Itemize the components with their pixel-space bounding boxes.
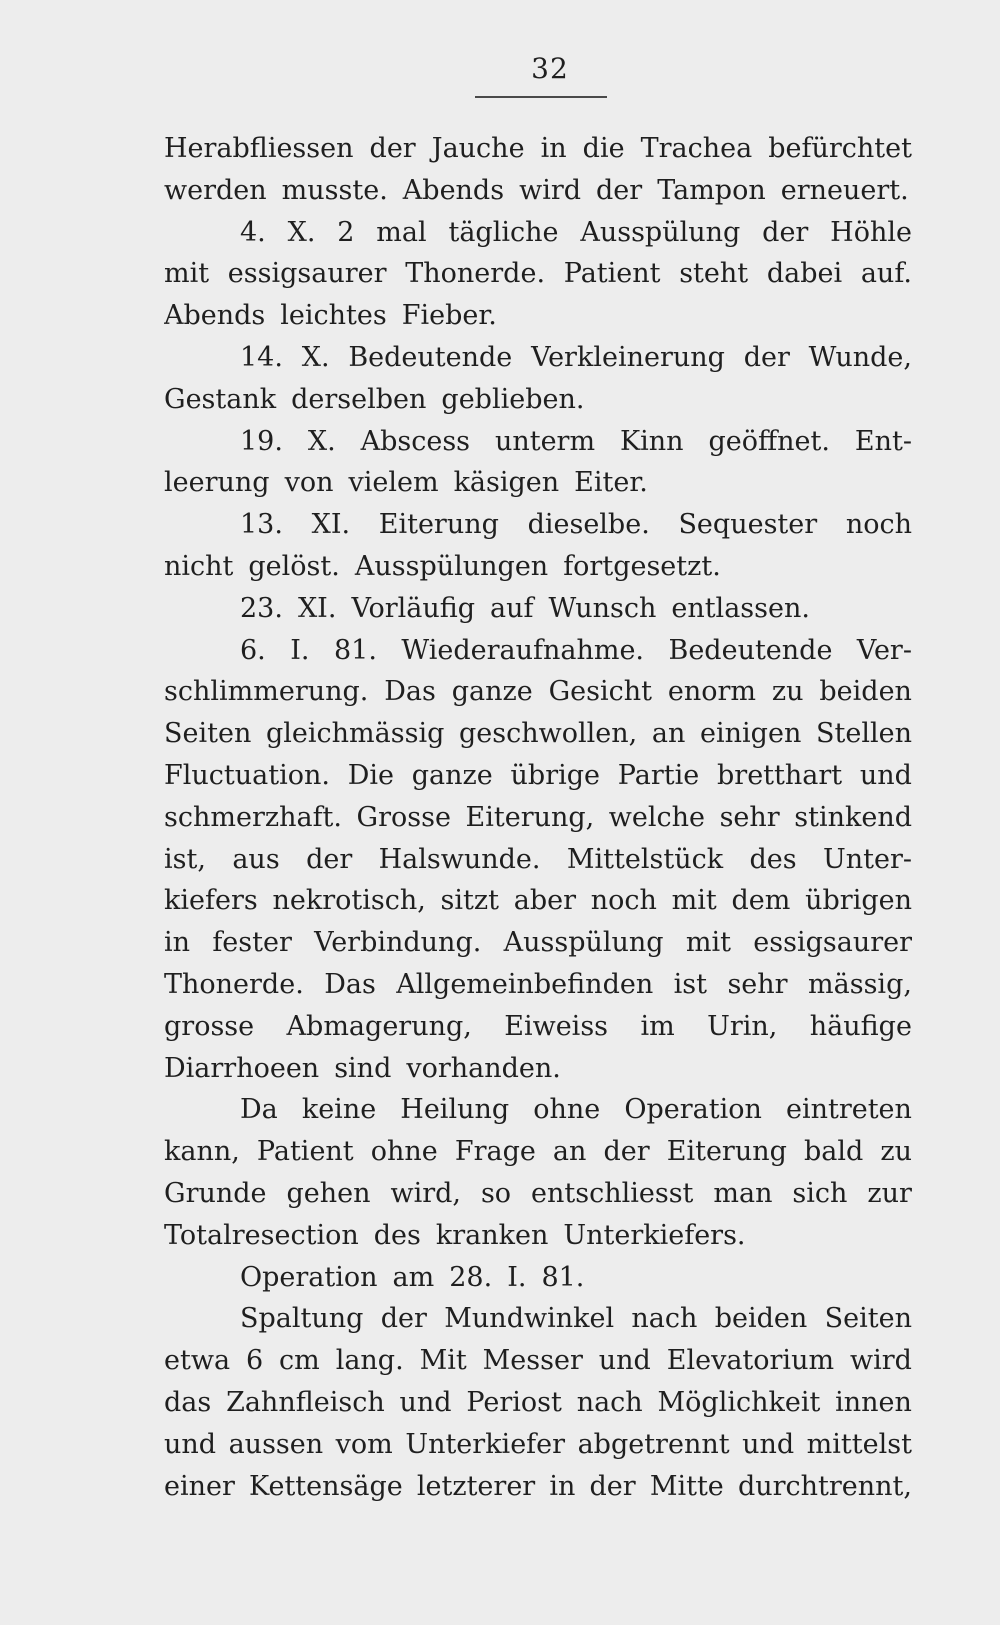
word: Wunde, bbox=[808, 341, 912, 373]
word: 81. bbox=[333, 634, 377, 666]
word: gehen bbox=[286, 1177, 371, 1209]
word: 13. bbox=[240, 509, 283, 541]
body-text bbox=[164, 128, 912, 1507]
text-line bbox=[164, 1257, 912, 1299]
word: nach bbox=[576, 1386, 643, 1418]
page-number-rule bbox=[475, 96, 607, 98]
text-line bbox=[164, 630, 912, 672]
text-line bbox=[164, 379, 912, 421]
text-line bbox=[164, 1006, 912, 1048]
word: schlimmerung. bbox=[164, 676, 369, 708]
word: Ausspülung bbox=[580, 216, 741, 248]
word: grosse bbox=[164, 1010, 255, 1042]
text-line bbox=[164, 421, 912, 463]
word: Gestank bbox=[164, 383, 277, 415]
word: geblieben. bbox=[441, 383, 585, 415]
word: der bbox=[743, 341, 790, 373]
word: Frage bbox=[454, 1136, 536, 1168]
word: leerung bbox=[164, 467, 270, 499]
word: der bbox=[369, 133, 416, 164]
word: Heilung bbox=[400, 1094, 510, 1126]
text-line bbox=[164, 1173, 912, 1215]
word: Eiterung bbox=[666, 1136, 787, 1168]
word: Das bbox=[384, 676, 436, 708]
word: man bbox=[713, 1177, 773, 1209]
word: Ausspülung bbox=[503, 927, 664, 959]
word: geöffnet. bbox=[708, 425, 830, 457]
word: Patient bbox=[256, 1136, 354, 1168]
word: Urin, bbox=[707, 1010, 778, 1042]
word: fester bbox=[212, 927, 292, 959]
word: werden bbox=[164, 174, 267, 206]
word: Bedeutende bbox=[668, 634, 833, 666]
word: Trachea bbox=[640, 133, 753, 164]
text-line bbox=[164, 922, 912, 964]
word: fortgesetzt. bbox=[563, 550, 721, 582]
word: Unterkiefers. bbox=[563, 1219, 746, 1251]
text-line bbox=[164, 588, 912, 630]
word: Seiten bbox=[164, 718, 252, 750]
word: beiden bbox=[819, 676, 912, 708]
text-line bbox=[164, 504, 912, 546]
word: und bbox=[164, 1428, 217, 1460]
word: XI. bbox=[297, 592, 337, 624]
word: übrige bbox=[510, 759, 601, 791]
word: essigsaurer bbox=[227, 258, 387, 290]
word: nekrotisch, bbox=[272, 885, 426, 917]
word: letzterer bbox=[416, 1470, 536, 1502]
word: Herabfliessen bbox=[164, 133, 354, 164]
word: X. bbox=[287, 216, 316, 248]
word: geschwollen, bbox=[459, 718, 638, 750]
word: mit bbox=[164, 258, 210, 290]
word: Sequester bbox=[678, 509, 818, 541]
word: lang. bbox=[335, 1345, 404, 1377]
word: Eiterung, bbox=[465, 801, 595, 833]
word: sehr bbox=[719, 801, 780, 833]
word: gleichmässig bbox=[265, 718, 445, 750]
word: befürchtet bbox=[768, 133, 912, 164]
word: bretthart bbox=[717, 759, 843, 791]
word: Allgemeinbefinden bbox=[396, 968, 654, 1000]
word: Die bbox=[347, 759, 394, 791]
word: Fieber. bbox=[401, 300, 497, 332]
word: Thonerde. bbox=[164, 968, 304, 1000]
word: nach bbox=[631, 1303, 698, 1335]
word: in bbox=[164, 927, 191, 959]
word: Ver- bbox=[856, 634, 912, 666]
word: XI. bbox=[311, 509, 351, 541]
word: tägliche bbox=[448, 216, 559, 248]
word: 4. bbox=[240, 216, 266, 248]
word: und bbox=[399, 1386, 452, 1418]
word: Wiederaufnahme. bbox=[401, 634, 644, 666]
word: aussen bbox=[228, 1428, 324, 1460]
word: innen bbox=[835, 1386, 912, 1418]
word: ist, bbox=[164, 843, 206, 875]
word: Abmagerung, bbox=[286, 1010, 472, 1042]
word: vielem bbox=[348, 467, 439, 499]
word: mit bbox=[671, 885, 717, 917]
word: Abends bbox=[164, 300, 266, 332]
text-line bbox=[164, 1048, 912, 1090]
word: Verkleinerung bbox=[531, 341, 725, 373]
word: in bbox=[540, 133, 567, 164]
word: an bbox=[552, 1136, 587, 1168]
word: welche bbox=[608, 801, 706, 833]
word: dem bbox=[731, 885, 791, 917]
word: wird bbox=[519, 174, 582, 206]
text-line bbox=[164, 128, 912, 170]
word: X. bbox=[301, 341, 330, 373]
word: Partie bbox=[617, 759, 700, 791]
word: zu bbox=[771, 676, 804, 708]
word: Möglichkeit bbox=[657, 1386, 821, 1418]
word: aber bbox=[513, 885, 576, 917]
word: dieselbe. bbox=[527, 509, 650, 541]
page-number: 32 bbox=[531, 52, 569, 85]
word: 14. bbox=[240, 341, 283, 373]
word: kranken bbox=[435, 1219, 549, 1251]
word: der bbox=[596, 174, 643, 206]
word: Kinn bbox=[619, 425, 684, 457]
text-line bbox=[164, 880, 912, 922]
word: Ent- bbox=[854, 425, 912, 457]
text-line bbox=[164, 212, 912, 254]
word: und bbox=[742, 1428, 795, 1460]
word: 23. bbox=[240, 592, 283, 624]
word: Mitte bbox=[649, 1470, 724, 1502]
text-line bbox=[164, 839, 912, 881]
word: schmerzhaft. bbox=[164, 801, 342, 833]
word: mit bbox=[685, 927, 731, 959]
word: Unterkiefer bbox=[405, 1428, 566, 1460]
text-line bbox=[164, 1089, 912, 1131]
word: essigsaurer bbox=[753, 927, 912, 959]
word: Wunsch bbox=[548, 592, 657, 624]
word: Elevatorium bbox=[666, 1345, 835, 1377]
word: Halswunde. bbox=[378, 843, 541, 875]
text-line bbox=[164, 1298, 912, 1340]
word: im bbox=[640, 1010, 675, 1042]
text-line bbox=[164, 546, 912, 588]
word: des bbox=[373, 1219, 421, 1251]
word: zur bbox=[867, 1177, 912, 1209]
word: Eiterung bbox=[378, 509, 499, 541]
word: Eiter. bbox=[574, 467, 648, 499]
text-line bbox=[164, 253, 912, 295]
word: Spaltung bbox=[240, 1303, 364, 1335]
text-line bbox=[164, 337, 912, 379]
word: ohne bbox=[370, 1136, 438, 1168]
word: einer bbox=[164, 1470, 235, 1502]
word: des bbox=[749, 843, 797, 875]
word: so bbox=[480, 1177, 512, 1209]
word: mittelst bbox=[806, 1428, 912, 1460]
word: Da bbox=[240, 1094, 278, 1126]
word: Stellen bbox=[816, 718, 912, 750]
word: wird bbox=[849, 1345, 912, 1377]
word: erneuert. bbox=[780, 174, 909, 206]
word: sind bbox=[334, 1052, 392, 1084]
text-line bbox=[164, 170, 912, 212]
text-line bbox=[164, 295, 912, 337]
word: beiden bbox=[714, 1303, 808, 1335]
word: Abends bbox=[402, 174, 505, 206]
word: 2 bbox=[337, 216, 355, 248]
word: ganze bbox=[451, 676, 533, 708]
word: der bbox=[762, 216, 809, 248]
word: gelöst. bbox=[248, 550, 340, 582]
word: ohne bbox=[533, 1094, 601, 1126]
text-line bbox=[164, 671, 912, 713]
word: von bbox=[284, 467, 334, 499]
word: entschliesst bbox=[531, 1177, 694, 1209]
word: sich bbox=[792, 1177, 848, 1209]
word: sitzt bbox=[440, 885, 499, 917]
word: Grosse bbox=[356, 801, 451, 833]
text-line bbox=[164, 713, 912, 755]
word: abgetrennt bbox=[577, 1428, 730, 1460]
text-line bbox=[164, 1340, 912, 1382]
word: käsigen bbox=[453, 467, 560, 499]
text-line bbox=[164, 964, 912, 1006]
word: Patient bbox=[563, 258, 661, 290]
word: mässig, bbox=[808, 968, 912, 1000]
word: vorhanden. bbox=[406, 1052, 561, 1084]
word: noch bbox=[845, 509, 912, 541]
word: der bbox=[603, 1136, 650, 1168]
word: durchtrennt, bbox=[737, 1470, 912, 1502]
word: Vorläufig bbox=[351, 592, 476, 624]
word: cm bbox=[279, 1345, 320, 1377]
word: Seiten bbox=[824, 1303, 912, 1335]
word: bald bbox=[803, 1136, 864, 1168]
word: Mundwinkel bbox=[444, 1303, 615, 1335]
word: am bbox=[392, 1261, 435, 1293]
word: entlassen. bbox=[671, 592, 810, 624]
word: kiefers bbox=[164, 885, 258, 917]
word: Totalresection bbox=[164, 1219, 359, 1251]
word: aus bbox=[232, 843, 280, 875]
word: dabei bbox=[766, 258, 843, 290]
word: der bbox=[380, 1303, 427, 1335]
word: eintreten bbox=[785, 1094, 912, 1126]
word: ganze bbox=[411, 759, 493, 791]
word: Fluctuation. bbox=[164, 759, 330, 791]
word: Kettensäge bbox=[249, 1470, 403, 1502]
word: Jauche bbox=[431, 133, 525, 164]
word: 6 bbox=[245, 1345, 264, 1377]
word: Operation bbox=[624, 1094, 762, 1126]
word: wird, bbox=[390, 1177, 461, 1209]
word: und bbox=[859, 759, 912, 791]
text-line bbox=[164, 1424, 912, 1466]
word: enorm bbox=[667, 676, 757, 708]
word: auf bbox=[490, 592, 534, 624]
word: leichtes bbox=[280, 300, 387, 332]
text-line bbox=[164, 1215, 912, 1257]
word: ist bbox=[673, 968, 707, 1000]
word: Höhle bbox=[830, 216, 912, 248]
word: Ausspülungen bbox=[354, 550, 549, 582]
word: 6. bbox=[240, 634, 266, 666]
word: Abscess bbox=[360, 425, 471, 457]
word: zu bbox=[880, 1136, 912, 1168]
word: musste. bbox=[281, 174, 388, 206]
word: Mittelstück bbox=[566, 843, 724, 875]
word: Thonerde. bbox=[405, 258, 546, 290]
text-line bbox=[164, 797, 912, 839]
word: mal bbox=[376, 216, 427, 248]
text-line bbox=[164, 1382, 912, 1424]
word: Gesicht bbox=[548, 676, 652, 708]
text-line bbox=[164, 755, 912, 797]
word: Bedeutende bbox=[348, 341, 513, 373]
text-line bbox=[164, 462, 912, 504]
word: stinkend bbox=[794, 801, 912, 833]
word: auf. bbox=[860, 258, 912, 290]
word: Grunde bbox=[164, 1177, 267, 1209]
word: der bbox=[589, 1470, 636, 1502]
word: Unter- bbox=[822, 843, 912, 875]
word: noch bbox=[590, 885, 657, 917]
word: etwa bbox=[164, 1345, 231, 1377]
word: Eiweiss bbox=[504, 1010, 609, 1042]
word: die bbox=[582, 133, 625, 164]
word: häufige bbox=[809, 1010, 912, 1042]
word: übrigen bbox=[805, 885, 912, 917]
word: Mit bbox=[419, 1345, 467, 1377]
word: Zahnfleisch bbox=[226, 1386, 385, 1418]
text-line bbox=[164, 1466, 912, 1508]
word: einigen bbox=[700, 718, 802, 750]
word: keine bbox=[301, 1094, 377, 1126]
word: 81. bbox=[541, 1261, 585, 1293]
word: Messer bbox=[482, 1345, 583, 1377]
word: Das bbox=[324, 968, 376, 1000]
word: unterm bbox=[494, 425, 596, 457]
word: Tampon bbox=[657, 174, 766, 206]
word: der bbox=[306, 843, 353, 875]
word: an bbox=[651, 718, 686, 750]
word: 19. bbox=[240, 425, 283, 457]
word: kann, bbox=[164, 1136, 240, 1168]
word: sehr bbox=[727, 968, 788, 1000]
word: Diarrhoeen bbox=[164, 1052, 320, 1084]
word: derselben bbox=[291, 383, 427, 415]
word: Periost bbox=[466, 1386, 562, 1418]
word: und bbox=[598, 1345, 651, 1377]
text-line bbox=[164, 1131, 912, 1173]
word: I. bbox=[507, 1261, 527, 1293]
word: X. bbox=[307, 425, 336, 457]
word: 28. bbox=[449, 1261, 493, 1293]
word: I. bbox=[290, 634, 310, 666]
word: Verbindung. bbox=[314, 927, 482, 959]
word: steht bbox=[679, 258, 749, 290]
word: vom bbox=[335, 1428, 393, 1460]
word: in bbox=[549, 1470, 576, 1502]
word: das bbox=[164, 1386, 212, 1418]
word: nicht bbox=[164, 550, 234, 582]
word: Operation bbox=[240, 1261, 378, 1293]
